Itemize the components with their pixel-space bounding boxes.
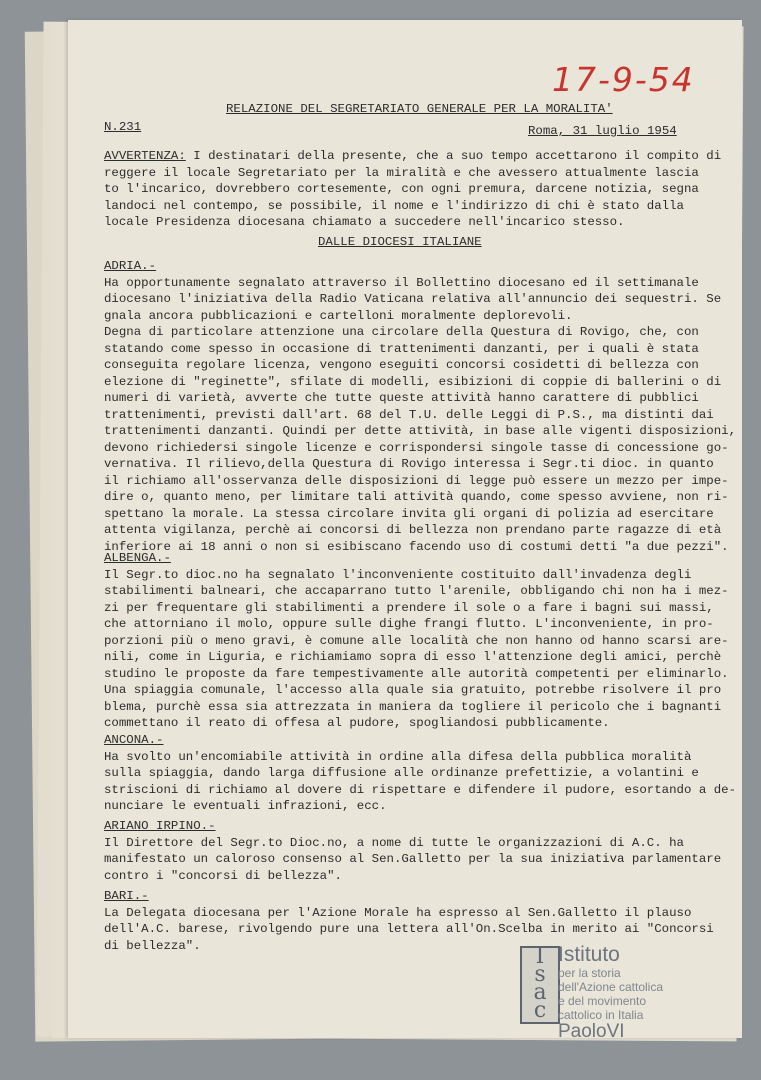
entry-line: contro i "concorsi di bellezza". [104,868,342,883]
document-date: Roma, 31 luglio 1954 [528,124,677,138]
logo-line: per la storia [558,966,621,980]
entry-line: Il Segr.to dioc.no ha segnalato l'inconveniente costituito dall'invadenza degli [104,567,692,582]
entry-line: Una spiaggia comunale, l'accesso alla quale sia gratuito, potrebbe risolvere il pro [104,683,722,697]
warning-line: reggere il locale Segretariato per la miralità e che avessero attualmente lascia [104,165,699,180]
entry-line: il richiamo all'osservanza delle disposizioni di legge può essere un mezzo per impe- [104,473,729,488]
entry-line: dire o, quanto meno, per limitare tali attività quando, come spesso avviene, non ri- [104,490,729,504]
entry-line: di bellezza". [104,938,201,953]
entry-line: La Delegata diocesana per l'Azione Morale ha espresso al Sen.Galletto il plauso [104,905,692,920]
entry-line: porzioni più o meno gravi, è comune alle località che non hanno od hanno scarsi are- [104,633,729,648]
entry-line: diocesano l'iniziativa della Radio Vaticana relativa all'annuncio dei sequestri. Se [104,292,722,306]
entry-line: spettano la morale. La stessa circolare invita gli organi di polizia ad esercitare [104,506,714,521]
entry-albenga [104,550,729,732]
warning-block [104,148,721,231]
entry-heading: ALBENGA.- [104,551,171,565]
warning-line: locale Presidenza diocesana chiamato a succedere nell'incarico stesso. [104,215,625,229]
entry-line: nunciare le eventuali infrazioni, ecc. [104,799,387,813]
institute-logo-text [558,944,663,1042]
entry-line: zi per frequentare gli stabilimenti a prendere il sole o a fare i bagni sui massi, [104,600,714,615]
entry-line: stabilimenti balneari, che accaparrano tutto l'arenile, obbligando chi non ha i mez- [104,584,729,598]
entry-line: dell'A.C. barese, rivolgendo pure una lettera all'On.Scelba in merito ai "Concorsi [104,922,714,936]
institute-logo-mark [520,946,560,1024]
entry-line: commettano il reato di offesa al pudore, spogliandosi pubblicamente. [104,716,610,730]
logo-letter: a [533,980,547,1005]
entry-line: devono richiedersi singole licenze e corrispondersi singole tasse di concessione go- [104,440,729,455]
warning-line: I destinatari della presente, che a suo tempo accettarono il compito di [185,149,722,163]
entry-line: elezione di "reginette", sfilate di modelli, esibizioni di coppie di ballerini o di [104,374,722,389]
entry-line: Ha svolto un'encomiabile attività in ordine alla difesa della pubblica moralità [104,749,692,764]
entry-line: trattenimenti danzanti. Quindi per dette attività, in base alle vigenti disposizioni, [104,424,737,438]
entry-heading: ANCONA.- [104,733,164,747]
entry-line: striscioni di richiamo al dovere di rispettare e difendere il pudore, esortando a de- [104,782,737,797]
entry-line: sulla spiaggia, dando larga diffusione alle ordinanze prefettizie, a volantini e [104,766,699,780]
entry-line: trattenimenti, previsti dall'art. 68 del T.U. delle Leggi di P.S., ma distinti dai [104,407,714,422]
entry-line: numeri di varietà, avverte che tutte queste attività hanno carattere di pubblici [104,391,699,405]
handwritten-date: 17-9-54 [552,60,695,99]
entry-heading: ADRIA.- [104,259,157,273]
logo-line: PaoloVI [558,1021,625,1042]
warning-line: to l'incarico, dovrebbero cortesemente, con ogni premura, darcene notizia, segna [104,182,699,196]
entry-line: conseguita regolare licenza, vengono eseguiti concorsi cosidetti di bellezza con [104,358,699,372]
document-number: N.231 [104,120,142,134]
section-title: DALLE DIOCESI ITALIANE [318,235,482,249]
entry-line: statando come spesso in occasione di trattenimenti danzanti, per i quali è stata [104,341,699,356]
entry-line: nili, come in Liguria, e richiamiamo sopra di esso l'attenzione degli amici, perchè [104,650,722,664]
logo-line: Istituto [558,943,620,966]
entry-ariano-irpino [104,818,721,884]
document-title: RELAZIONE DEL SEGRETARIATO GENERALE PER LA MORALITA' [226,102,613,116]
logo-letter: c [533,998,547,1023]
logo-line: cattolico in Italia [558,1008,644,1022]
entry-line: attenta vigilanza, perchè ai concorsi di bellezza non prendano parte ragazze di età [104,523,722,537]
warning-line: landoci nel contempo, se possibile, il nome e l'indirizzo di chi è stato dalla [104,198,684,213]
entry-line: Il Direttore del Segr.to Dioc.no, a nome di tutte le organizzazioni di A.C. ha [104,835,684,850]
entry-line: Ha opportunamente segnalato attraverso il Bollettino diocesano ed il settimanale [104,275,699,290]
entry-heading: BARI.- [104,889,149,903]
institute-watermark-logo [520,942,670,1042]
entry-line: manifestato un caloroso consenso al Sen.Galletto per la sua iniziativa parlamentare [104,852,722,866]
logo-line: e del movimento [558,994,647,1008]
entry-line: vernativa. Il rilievo,della Questura di Rovigo interessa i Segr.ti dioc. in quanto [104,457,714,471]
warning-label: AVVERTENZA: [104,149,186,163]
entry-line: Degna di particolare attenzione una circolare della Questura di Rovigo, che, con [104,325,699,339]
entry-line: gnala ancora pubblicazioni e cartelloni moralmente deplorevoli. [104,308,573,323]
entry-adria [104,258,736,555]
entry-heading: ARIANO IRPINO.- [104,819,216,833]
entry-ancona [104,732,736,815]
entry-line: blema, purchè essa sia attrezzata in maniera da togliere il pericolo che i bagnanti [104,699,722,714]
logo-letter: I [535,944,545,969]
entry-line: che attorniano il molo, oppure sulle dighe frangi flutto. L'inconveniente, in pro- [104,617,714,631]
entry-line: studino le proposte da fare tempestivamente alle autorità competenti per eliminarlo. [104,666,729,681]
entry-line: inferiore ai 18 anni o non si esibiscano facendo uso di costumi detti "a due pezzi". [104,539,729,554]
logo-letter: s [534,962,546,987]
document-page [68,20,742,1038]
logo-line: dell'Azione cattolica [558,980,664,994]
